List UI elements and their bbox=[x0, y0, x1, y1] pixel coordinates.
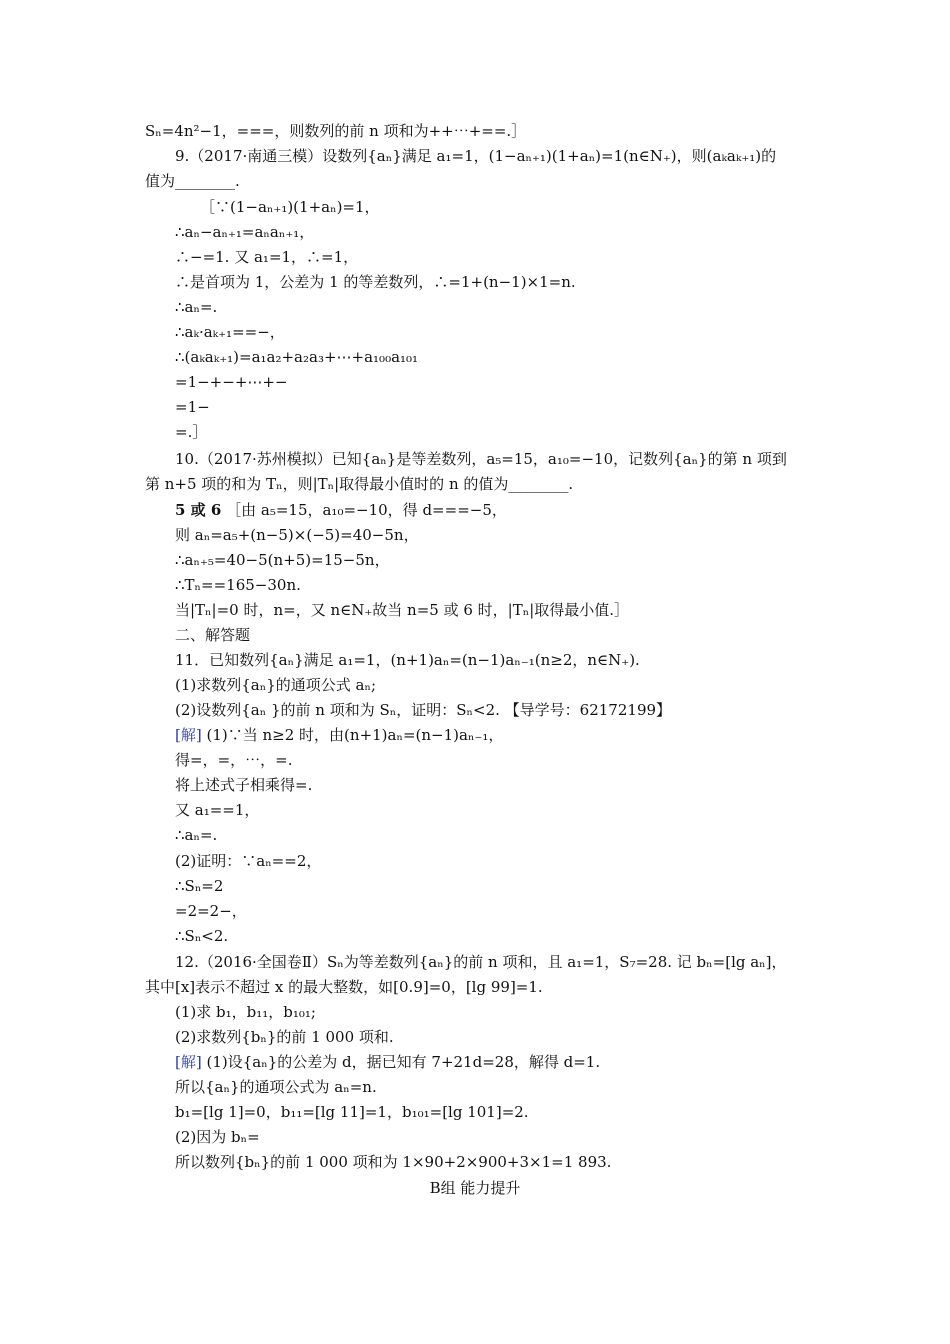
text-line: (2)求数列{bₙ}的前 1 000 项和. bbox=[175, 1028, 394, 1046]
text-line: (2)证明：∵aₙ==2， bbox=[175, 852, 322, 870]
text-line: 值为________. bbox=[145, 172, 240, 190]
answer-line-10 bbox=[175, 500, 507, 522]
text-line: ∴Tₙ==165−30n. bbox=[175, 576, 301, 594]
text-line: =.］ bbox=[175, 423, 208, 441]
text-line: (2)设数列{aₙ }的前 n 项和为 Sₙ，证明：Sₙ<2. 【导学号：62172199】 bbox=[175, 701, 672, 719]
solution-label: [解] bbox=[175, 1053, 202, 1071]
problem-11: 11．已知数列{aₙ}满足 a₁=1，(n+1)aₙ=(n−1)aₙ₋₁(n≥2，n∈N₊). bbox=[175, 651, 640, 669]
text-line: 第 n+5 项的和为 Tₙ，则|Tₙ|取得最小值时的 n 的值为________. bbox=[145, 475, 574, 493]
text-line: b₁=[lg 1]=0，b₁₁=[lg 11]=1，b₁₀₁=[lg 101]=2. bbox=[175, 1103, 529, 1121]
group-heading: B组 能力提升 bbox=[429, 1179, 521, 1197]
text-line: ［∵(1−aₙ₊₁)(1+aₙ)=1， bbox=[200, 198, 380, 216]
solution-label: [解] bbox=[175, 726, 202, 744]
text-line: 所以{aₙ}的通项公式为 aₙ=n. bbox=[175, 1078, 377, 1096]
text-line: ∴Sₙ=2 bbox=[175, 877, 224, 895]
text-line: ∴aₙ₊₅=40−5(n+5)=15−5n， bbox=[175, 551, 390, 569]
text-line: ∴aₙ=. bbox=[175, 826, 218, 844]
text-line: (1)设{aₙ}的公差为 d，据已知有 7+21d=28，解得 d=1. bbox=[206, 1053, 601, 1071]
text-line: (1)求数列{aₙ}的通项公式 aₙ; bbox=[175, 676, 377, 694]
text-line: 得=，=，⋯，=. bbox=[175, 751, 293, 769]
text-line: =1− bbox=[175, 398, 210, 416]
text-line: ∴aₖ·aₖ₊₁==−， bbox=[175, 323, 285, 341]
text-line: ∴aₙ−aₙ₊₁=aₙaₙ₊₁， bbox=[175, 223, 315, 241]
answer-10: 5 或 6 bbox=[175, 501, 222, 519]
text-line: (2)因为 bₙ= bbox=[175, 1128, 260, 1146]
text-line: =2=2−， bbox=[175, 902, 247, 920]
text-line: ∴(aₖaₖ₊₁)=a₁a₂+a₂a₃+⋯+a₁₀₀a₁₀₁ bbox=[175, 348, 419, 366]
text-line: ∴−=1. 又 a₁=1，∴=1， bbox=[175, 248, 359, 266]
text-line: (1)求 b₁，b₁₁，b₁₀₁; bbox=[175, 1003, 316, 1021]
text-line: ∴Sₙ<2. bbox=[175, 927, 229, 945]
solution-line-11 bbox=[175, 725, 503, 747]
text-line: 则 aₙ=a₅+(n−5)×(−5)=40−5n， bbox=[175, 526, 419, 544]
text-line: 其中[x]表示不超过 x 的最大整数，如[0.9]=0，[lg 99]=1. bbox=[145, 978, 543, 996]
text-line: =1−+−+⋯+− bbox=[175, 373, 288, 391]
text-line: 当|Tₙ|=0 时，n=，又 n∈N₊故当 n=5 或 6 时，|Tₙ|取得最小值.］ bbox=[175, 601, 630, 619]
text-line: ∴是首项为 1，公差为 1 的等差数列，∴=1+(n−1)×1=n. bbox=[175, 273, 576, 291]
text-line: 又 a₁==1， bbox=[175, 801, 260, 819]
text-line: 将上述式子相乘得=. bbox=[175, 776, 313, 794]
text-line: 所以数列{bₙ}的前 1 000 项和为 1×90+2×900+3×1=1 893. bbox=[175, 1153, 612, 1171]
section-heading: 二、解答题 bbox=[175, 626, 251, 644]
problem-9: 9.（2017·南通三模）设数列{aₙ}满足 a₁=1，(1−aₙ₊₁)(1+aₙ)=1(n∈N₊)，则(aₖaₖ₊₁)的 bbox=[175, 147, 777, 165]
text-line: ∴aₙ=. bbox=[175, 298, 218, 316]
text-line: Sₙ=4n²−1，===，则数列的前 n 项和为++⋯+==.］ bbox=[145, 122, 527, 140]
problem-10: 10.（2017·苏州模拟）已知{aₙ}是等差数列，a₅=15，a₁₀=−10，记数列{aₙ}的第 n 项到 bbox=[175, 450, 787, 468]
text-line: ［由 a₅=15，a₁₀=−10，得 d===−5， bbox=[226, 501, 507, 519]
problem-12: 12.（2016·全国卷Ⅱ）Sₙ为等差数列{aₙ}的前 n 项和，且 a₁=1，S₇=28. 记 bₙ=[lg aₙ]， bbox=[175, 953, 787, 971]
solution-line-12 bbox=[175, 1052, 600, 1074]
text-line: (1)∵当 n≥2 时，由(n+1)aₙ=(n−1)aₙ₋₁， bbox=[206, 726, 504, 744]
